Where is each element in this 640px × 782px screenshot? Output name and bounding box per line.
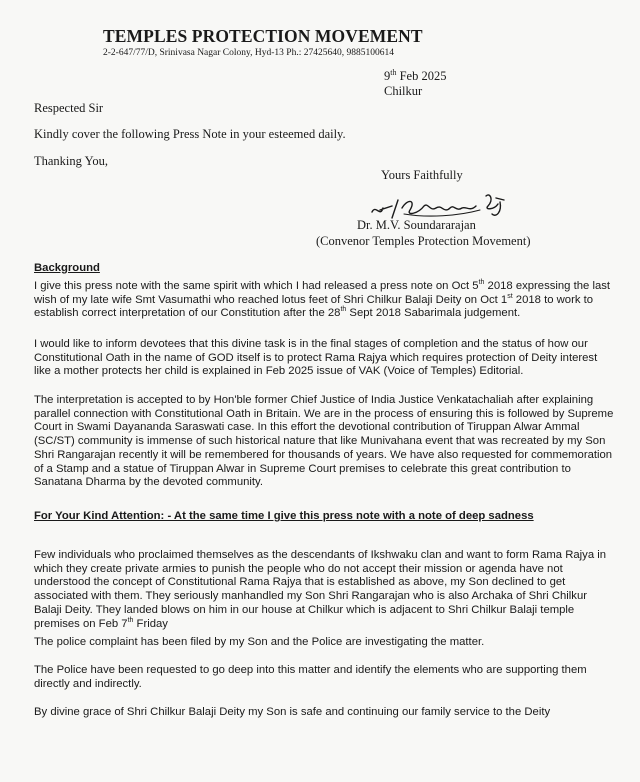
paragraph-attention-2: The police complaint has been filed by my Son and the Police are investigating the matter.: [34, 636, 485, 648]
p1-text-4: Sept 2018 Sabarimala judgement.: [346, 307, 521, 320]
p1-text-3: 2018 to work to establish correct interpretation of our Constitution after the 28: [34, 293, 594, 320]
paragraph-background-3: The interpretation is accepted to by Hon'ble former Chief Justice of India Justice Venkatachaliah after explaining parallel connection with Constitutional Oath in Britain. We are in the process of ensuring this is followed by Supreme Court in Swami Dayananda Saraswati case. In this effort the devotional contribution of Tiruppan Alwar Ammal (SC/ST) community is immense of such historical nature that like Munivahana event that was recreated by my Son Shri Rangarajan recently it will be remembered for thousands of years. We have also requested for commemoration of a Stamp and a statue of Tiruppan Alwar in Supreme Court premises to celebrate this great contribution to Sanatana Dharma by the devoted community.: [34, 394, 614, 489]
date-month-year: Feb 2025: [396, 69, 447, 84]
p4-text-2: Friday: [133, 617, 168, 630]
paragraph-attention-3: The Police have been requested to go deep into this matter and identify the elements who are supporting them directly and indirectly.: [34, 664, 587, 690]
paragraph-background-1: [34, 280, 614, 321]
p1-suffix-3: th: [340, 306, 347, 314]
date-day-suffix: th: [390, 68, 397, 77]
date-day: 9: [384, 69, 391, 84]
letterhead-title: TEMPLES PROTECTION MOVEMENT: [103, 26, 423, 46]
letter-date: [384, 68, 446, 84]
p4-suffix-1: th: [127, 616, 134, 624]
p1-text-1: I give this press note with the same spirit with which I had released a press note on Oct 5: [34, 280, 479, 292]
paragraph-attention-4: By divine grace of Shri Chilkur Balaji Deity my Son is safe and continuing our family service to the Deity: [34, 706, 551, 718]
closing-line: Yours Faithfully: [381, 168, 463, 182]
p1-text-2: 2018 expressing the last wish of my late wife Smt Vasumathi who reached lotus feet of Shri Chilkur Balaji Deity on Oct 1: [34, 280, 611, 306]
attention-heading: For Your Kind Attention: - At the same time I give this press note with a note of deep sadness: [34, 510, 534, 522]
cover-request: Kindly cover the following Press Note in your esteemed daily.: [34, 127, 346, 141]
p1-suffix-1: th: [478, 279, 485, 287]
letter-place: Chilkur: [384, 84, 423, 98]
salutation: Respected Sir: [34, 101, 104, 115]
p4-text-1: Few individuals who proclaimed themselves as the descendants of Ikshwaku clan and want to form Rama Rajya in which they create private armies to punish the people who do not accept their mission or agenda have not understood the concept of Constitutional Rama Rajya that is established as above, my Son declined to get associated with them. They seriously manhandled my Son Shri Rangarajan who is also Archaka of Shri Chilkur Balaji Deity. They landed blows on him in our house at Chilkur which is adjacent to Shri Chilkur Balaji temple premises on Feb 7: [34, 549, 607, 630]
p1-suffix-2: st: [507, 292, 513, 300]
signer-designation: (Convenor Temples Protection Movement): [316, 234, 531, 248]
paragraph-background-2: I would like to inform devotees that this divine task is in the final stages of completion and the status of how our Constitutional Oath in the name of GOD itself is to protect Rama Rajya which requires protection of Deity interest like a mother protects her child is explained in Feb 2025 issue of VAK (Voice of Temples) Editorial.: [34, 338, 598, 378]
background-heading: Background: [34, 262, 100, 274]
thanks-line: Thanking You,: [34, 154, 108, 168]
signer-name: Dr. M.V. Soundararajan: [357, 218, 476, 232]
paragraph-attention-1: [34, 549, 614, 631]
letterhead-address: 2-2-647/77/D, Srinivasa Nagar Colony, Hyd-13 Ph.: 27425640, 9885100614: [103, 48, 394, 58]
